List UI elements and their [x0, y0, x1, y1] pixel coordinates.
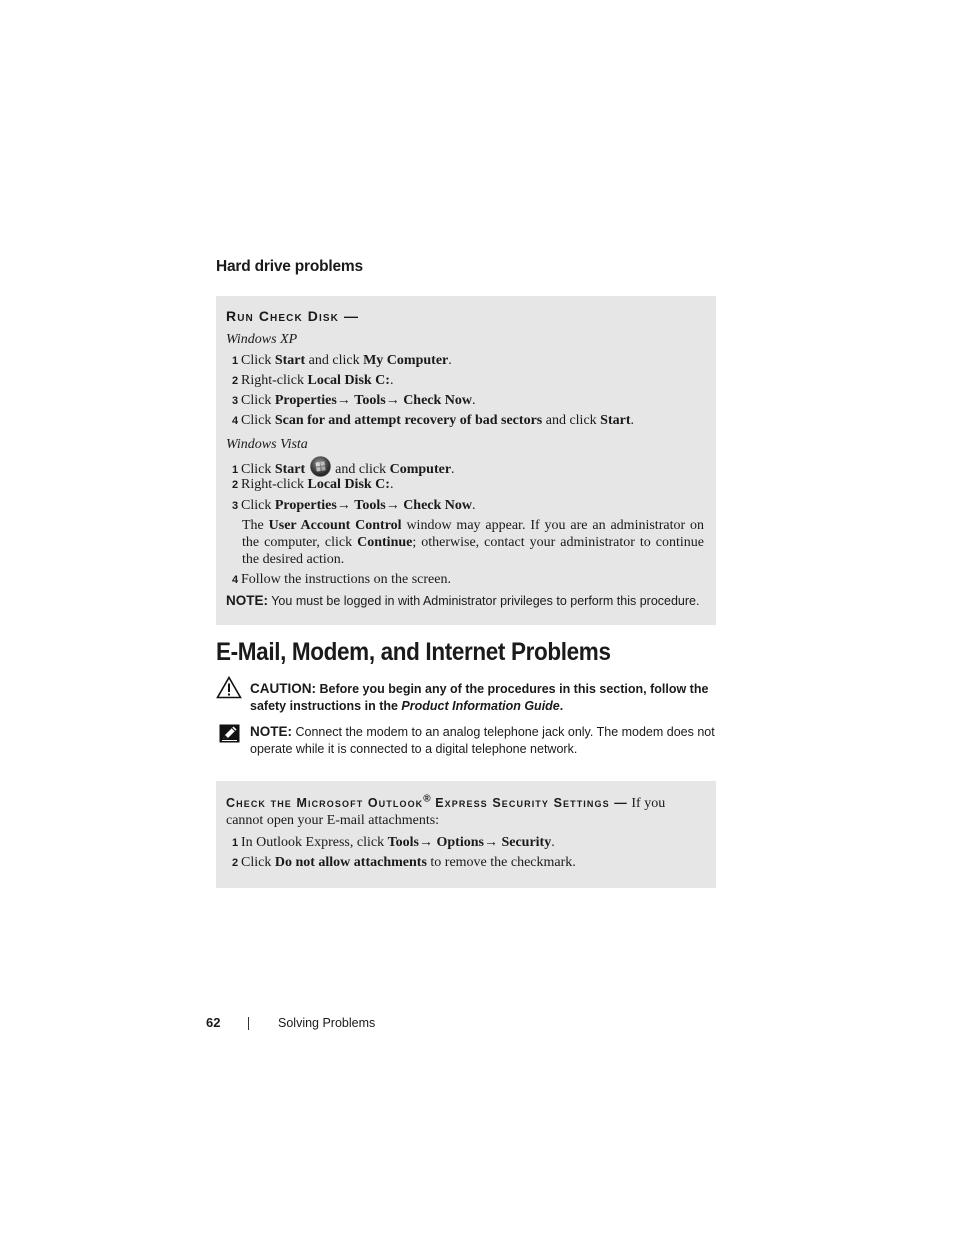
- check-disk-box: [216, 296, 716, 625]
- outlook-step-2: 2 Click Do not allow attachments to remove the checkmark.: [232, 855, 576, 870]
- note-pencil-icon: [219, 724, 240, 748]
- outlook-security-box: [216, 781, 716, 888]
- windows-xp-label: Windows XP: [226, 332, 298, 347]
- page-number: 62: [206, 1015, 221, 1030]
- caution-icon: [216, 676, 242, 704]
- admin-note: NOTE: You must be logged in with Administrator privileges to perform this procedure.: [226, 593, 700, 608]
- outlook-heading: Check the Microsoft Outlook® Express Security Settings — If you cannot open your E-mail attachments:: [226, 793, 666, 828]
- vista-step-1: 1 Click Start and click Computer.: [226, 456, 455, 482]
- caution-notice: CAUTION: Before you begin any of the procedures in this section, follow the safety instructions in the Product Information Guide.: [250, 681, 709, 713]
- xp-step-2: 2 Right-click Local Disk C:.: [232, 373, 394, 388]
- section-title: Hard drive problems: [216, 258, 363, 275]
- xp-step-3: 3 Click Properties→ Tools→ Check Now.: [232, 393, 476, 408]
- footer-separator: [248, 1017, 249, 1030]
- xp-step-4: 4 Click Scan for and attempt recovery of bad sectors and click Start.: [232, 413, 634, 428]
- windows-vista-label: Windows Vista: [226, 437, 308, 452]
- xp-step-1: 1 Click Start and click My Computer.: [232, 353, 452, 368]
- vista-step-2: 2 Right-click Local Disk C:.: [232, 477, 394, 492]
- outlook-step-1: 1 In Outlook Express, click Tools→ Options→ Security.: [232, 835, 555, 850]
- uac-paragraph: The User Account Control window may appear. If you are an administrator on the computer, click Continue; otherwise, contact your administrator to continue the desired action.: [242, 518, 704, 567]
- vista-step-4: 4 Follow the instructions on the screen.: [232, 572, 451, 587]
- modem-note: NOTE: Connect the modem to an analog telephone jack only. The modem does not operate while it is connected to a digital telephone network.: [250, 724, 715, 756]
- main-heading: E-Mail, Modem, and Internet Problems: [216, 638, 611, 666]
- footer-chapter: Solving Problems: [278, 1016, 376, 1030]
- check-disk-heading: Run Check Disk —: [226, 308, 360, 324]
- vista-step-3: 3 Click Properties→ Tools→ Check Now.: [232, 498, 476, 513]
